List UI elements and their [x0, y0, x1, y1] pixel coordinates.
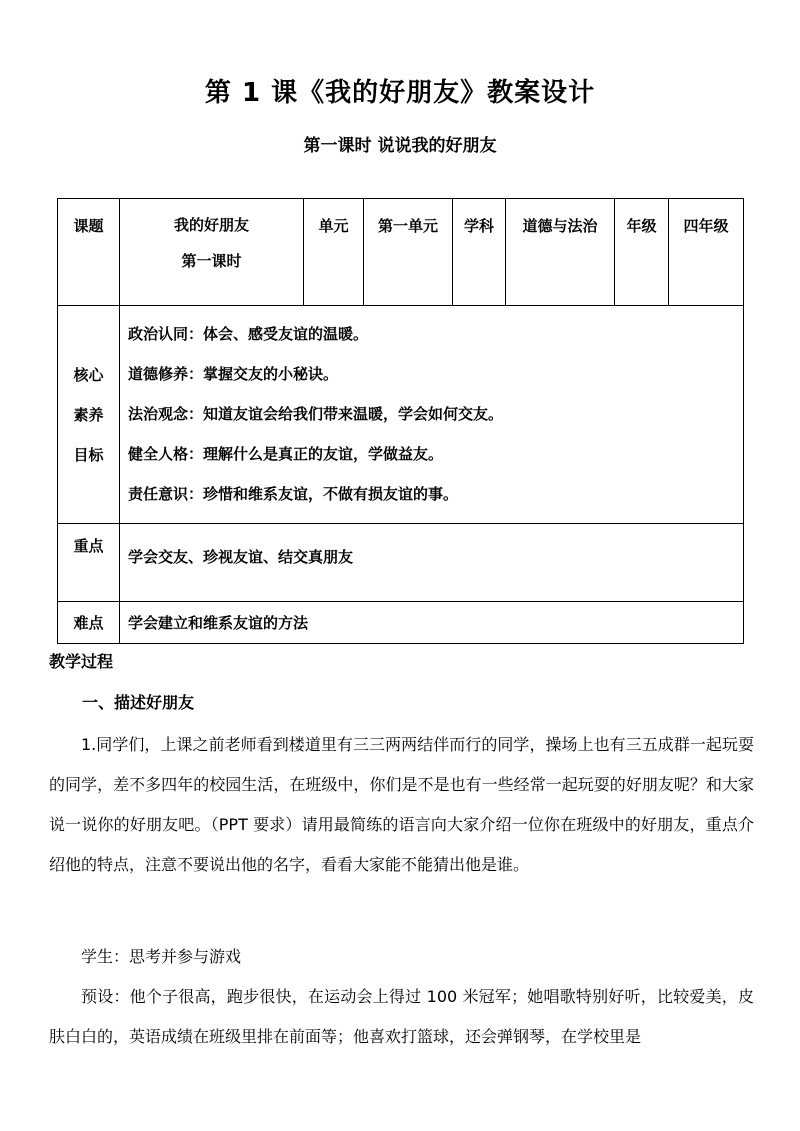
topic-label: 课题: [58, 199, 120, 306]
grade-value: 四年级: [669, 199, 744, 306]
document-title: 第 1 课《我的好朋友》教案设计: [204, 78, 596, 108]
table-row: [58, 602, 744, 644]
grade-label: 年级: [615, 199, 669, 306]
paragraph: 1.同学们，上课之前老师看到楼道里有三三两两结伴而行的同学，操场上也有三五成群一起玩耍的同学，差不多四年的校园生活，在班级中，你们是不是也有一些经常一起玩耍的好朋友呢？和大家说一说你的好朋友吧。（PPT 要求）请用最简练的语言向大家介绍一位你在班级中的好朋友，重点介绍他的特点，注意不要说出他的名字，看看大家能不能猜出他是谁。: [49, 735, 754, 874]
core-goal-item: 政治认同：体会、感受友谊的温暖。: [128, 325, 369, 343]
topic-value: [120, 199, 304, 306]
lesson-info-table: [57, 198, 744, 644]
core-label-line: 素养: [73, 405, 104, 424]
core-goal-item: 责任意识：珍惜和维系友谊，不做有损友谊的事。: [128, 485, 459, 503]
core-label-line: 目标: [73, 445, 104, 464]
section-heading: 一、描述好朋友: [82, 693, 195, 712]
table-row: [58, 524, 744, 602]
table-row: [58, 306, 744, 524]
table-row: [58, 199, 744, 306]
document-subtitle: 第一课时 说说我的好朋友: [303, 136, 497, 156]
core-label-line: 核心: [73, 365, 104, 384]
difficulty-value: 学会建立和维系友谊的方法: [120, 602, 744, 644]
process-heading: 教学过程: [49, 652, 114, 671]
core-goal-item: 法治观念：知道友谊会给我们带来温暖，学会如何交友。: [128, 405, 504, 423]
unit-value: 第一单元: [364, 199, 453, 306]
topic-value-line1: 我的好朋友: [173, 216, 249, 234]
focus-label: 重点: [58, 524, 120, 602]
core-goals-label: [58, 306, 120, 524]
unit-label: 单元: [304, 199, 364, 306]
subject-label: 学科: [453, 199, 506, 306]
core-goal-item: 健全人格：理解什么是真正的友谊，学做益友。: [128, 445, 444, 463]
focus-value: 学会交友、珍视友谊、结交真朋友: [120, 524, 744, 602]
paragraph: 学生：思考并参与游戏: [81, 947, 242, 966]
difficulty-label: 难点: [58, 602, 120, 644]
subject-value: 道德与法治: [506, 199, 615, 306]
core-goal-item: 道德修养：掌握交友的小秘诀。: [128, 365, 339, 383]
topic-value-line2: 第一课时: [181, 252, 242, 270]
paragraph: 预设：他个子很高，跑步很快，在运动会上得过 100 米冠军；她唱歌特别好听，比较爱美，皮肤白白的，英语成绩在班级里排在前面等；他喜欢打篮球，还会弹钢琴，在学校里是: [49, 987, 754, 1046]
core-goals-list: [120, 306, 744, 524]
